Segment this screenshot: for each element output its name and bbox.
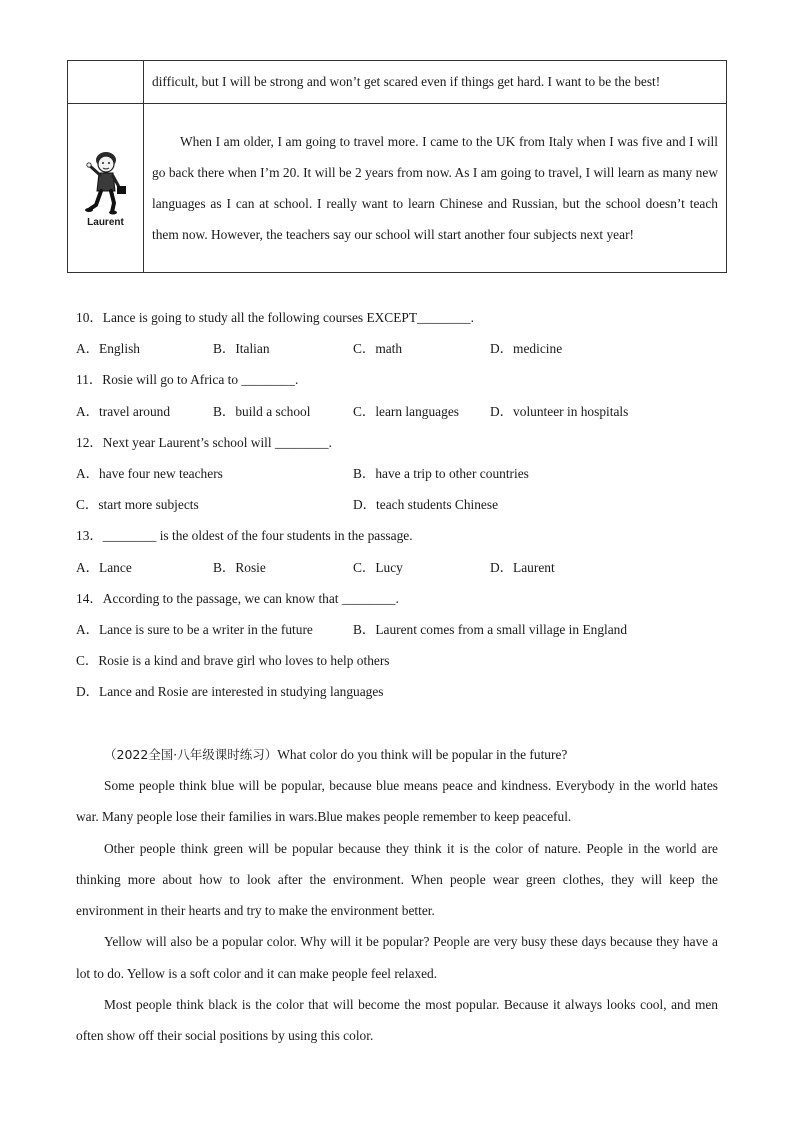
passage-paragraph: Most people think black is the color that will become the most popular. Because it always looks cool, and men often show off their social positions by using this color. <box>76 997 718 1044</box>
option-row <box>76 399 736 430</box>
student-plans-table <box>67 60 727 273</box>
question-stem: 11．Rosie will go to Africa to ________. <box>76 372 299 388</box>
option-row <box>76 555 736 586</box>
option-b: B．have a trip to other countries <box>353 465 529 481</box>
row-text: difficult, but I will be strong and won’t get scared even if things get hard. I want to be the best! <box>152 74 661 89</box>
option-c: C．learn languages <box>353 403 459 419</box>
option-d: D．Lance and Rosie are interested in studying languages <box>76 684 384 700</box>
option-a: A．Lance <box>76 559 132 575</box>
figure-caption: Laurent <box>87 216 124 228</box>
option-d: D．teach students Chinese <box>353 497 499 513</box>
option-d: D．volunteer in hospitals <box>490 403 629 419</box>
option-row <box>76 492 736 523</box>
option-a: A．travel around <box>76 403 171 419</box>
option-row <box>76 679 736 710</box>
option-a: A．Lance is sure to be a writer in the future <box>76 621 313 637</box>
option-row <box>76 461 736 492</box>
option-c: C．start more subjects <box>76 497 199 513</box>
option-c: C．Lucy <box>353 559 403 575</box>
image-cell <box>68 104 144 273</box>
option-row <box>76 617 736 648</box>
passage-paragraph: Other people think green will be popular because they think it is the color of nature. People in the world are thinking more about how to look after the environment. When people wear green clothes, they will keep the environment in their hearts and try to make the environment better. <box>76 840 718 919</box>
passage-source: （2022全国·八年级课时练习） <box>104 747 278 762</box>
row-text: When I am older, I am going to travel more. I came to the UK from Italy when I was five and I will go back there when I’m 20. It will be 2 years from now. As I am going to travel, I will learn as many new languages as I can at school. I really want to learn Chinese and Russian, but the school doesn’t teach them now. However, the teachers say our school will start another four subjects next year! <box>152 134 718 242</box>
question-stem: 10．Lance is going to study all the following courses EXCEPT________. <box>76 310 474 325</box>
option-row <box>76 336 736 367</box>
option-d: D．medicine <box>490 341 563 357</box>
option-a: A．have four new teachers <box>76 465 223 481</box>
passage-title: What color do you think will be popular in the future? <box>277 747 568 762</box>
passage-heading <box>76 740 718 770</box>
passage-paragraph: Yellow will also be a popular color. Why will it be popular? People are very busy these days because they have a lot to do. Yellow is a soft color and it can make people feel relaxed. <box>76 934 718 981</box>
option-b: B．build a school <box>213 403 311 419</box>
laurent-figure <box>69 149 142 228</box>
question-stem: 14．According to the passage, we can know that ________. <box>76 590 399 606</box>
option-c: C．Rosie is a kind and brave girl who loves to help others <box>76 653 390 669</box>
option-d: D．Laurent <box>490 559 555 575</box>
option-a: A．English <box>76 341 140 357</box>
option-b: B．Rosie <box>213 559 266 575</box>
text-cell <box>144 104 727 273</box>
table-row <box>68 104 727 273</box>
boy-illustration-icon <box>82 149 130 215</box>
empty-image-cell <box>68 61 144 104</box>
question-stem: 13．________ is the oldest of the four students in the passage. <box>76 528 413 544</box>
option-b: B．Laurent comes from a small village in England <box>353 621 628 637</box>
question-stem: 12．Next year Laurent’s school will ________. <box>76 434 332 450</box>
passage-paragraph: Some people think blue will be popular, because blue means peace and kindness. Everybody in the world hates war. Many people lose their families in wars.Blue makes people remember to keep peaceful. <box>76 778 718 825</box>
reading-passage <box>76 740 718 1052</box>
question-list <box>76 305 736 710</box>
option-row <box>76 648 736 679</box>
option-b: B．Italian <box>213 341 270 357</box>
table-row <box>68 61 727 104</box>
text-cell <box>144 61 727 104</box>
option-c: C．math <box>353 341 403 357</box>
